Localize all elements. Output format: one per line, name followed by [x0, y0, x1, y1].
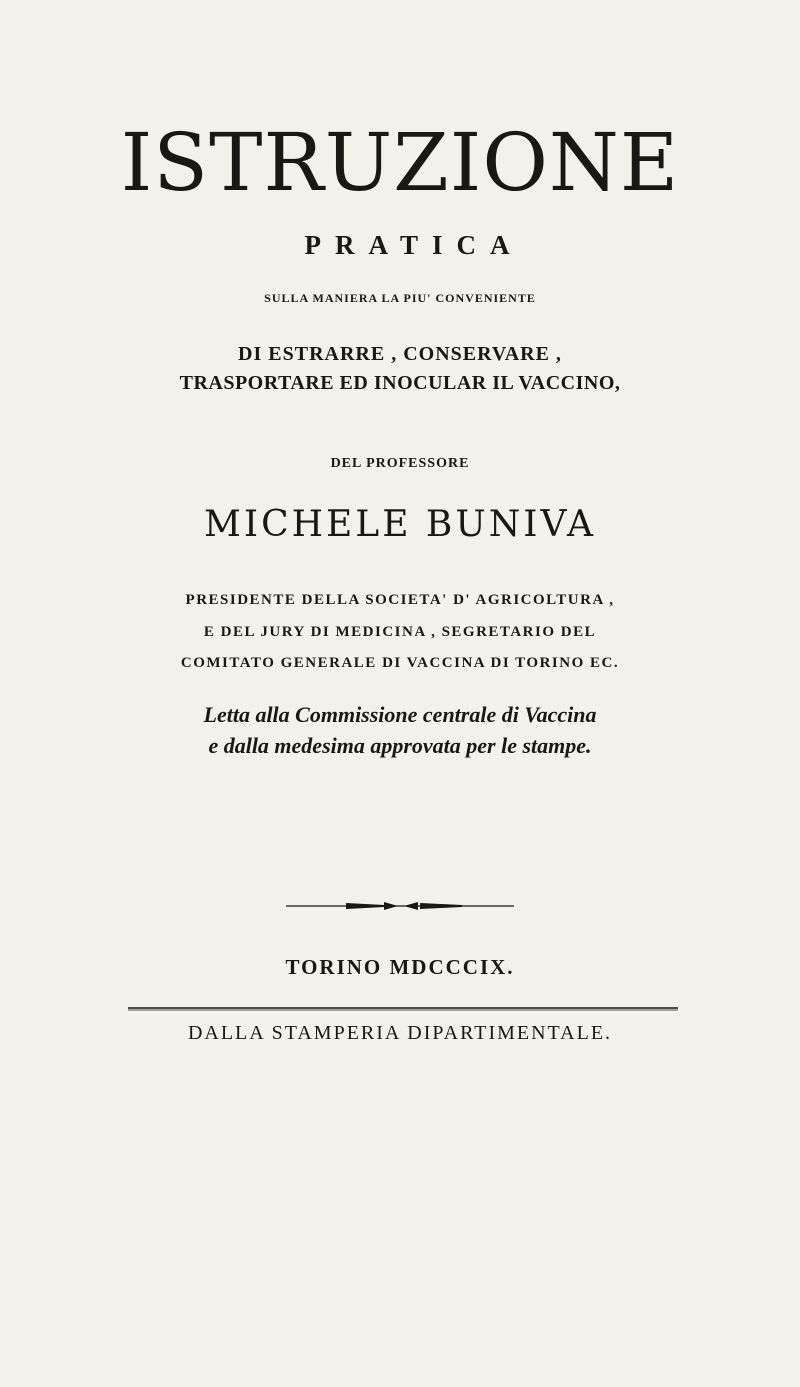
- credentials-line-2: E DEL JURY DI MEDICINA , SEGRETARIO DEL: [203, 624, 597, 640]
- printer-line: DALLA STAMPERIA DIPARTIMENTALE.: [187, 1022, 613, 1044]
- place-and-date: TORINO MDCCCIX.: [285, 955, 515, 979]
- ornament-divider: [286, 900, 514, 912]
- ornament-arrow-left: [404, 902, 418, 910]
- ornament-arrow-right: [384, 902, 398, 910]
- subject-line-2: TRASPORTARE ED INOCULAR IL VACCINO,: [179, 372, 621, 394]
- double-rule: [128, 1007, 678, 1011]
- credentials-line-3: COMITATO GENERALE DI VACCINA DI TORINO EC.: [180, 655, 620, 671]
- ornament-right-mark: [420, 903, 462, 909]
- author-name: MICHELE BUNIVA: [204, 504, 596, 545]
- ornament-left-mark: [346, 903, 384, 909]
- document-title: ISTRUZIONE: [120, 116, 680, 209]
- approval-note-line-2: e dalla medesima approvata per le stampe.: [208, 733, 592, 758]
- author-label: DEL PROFESSORE: [330, 456, 470, 471]
- document-subtitle: PRATICA: [304, 230, 524, 260]
- credentials-line-1: PRESIDENTE DELLA SOCIETA' D' AGRICOLTURA ,: [185, 592, 615, 608]
- subject-line-1: DI ESTRARRE , CONSERVARE ,: [238, 343, 562, 365]
- intro-line: SULLA MANIERA LA PIU' CONVENIENTE: [264, 291, 536, 305]
- approval-note-line-1: Letta alla Commissione centrale di Vaccina: [203, 702, 597, 727]
